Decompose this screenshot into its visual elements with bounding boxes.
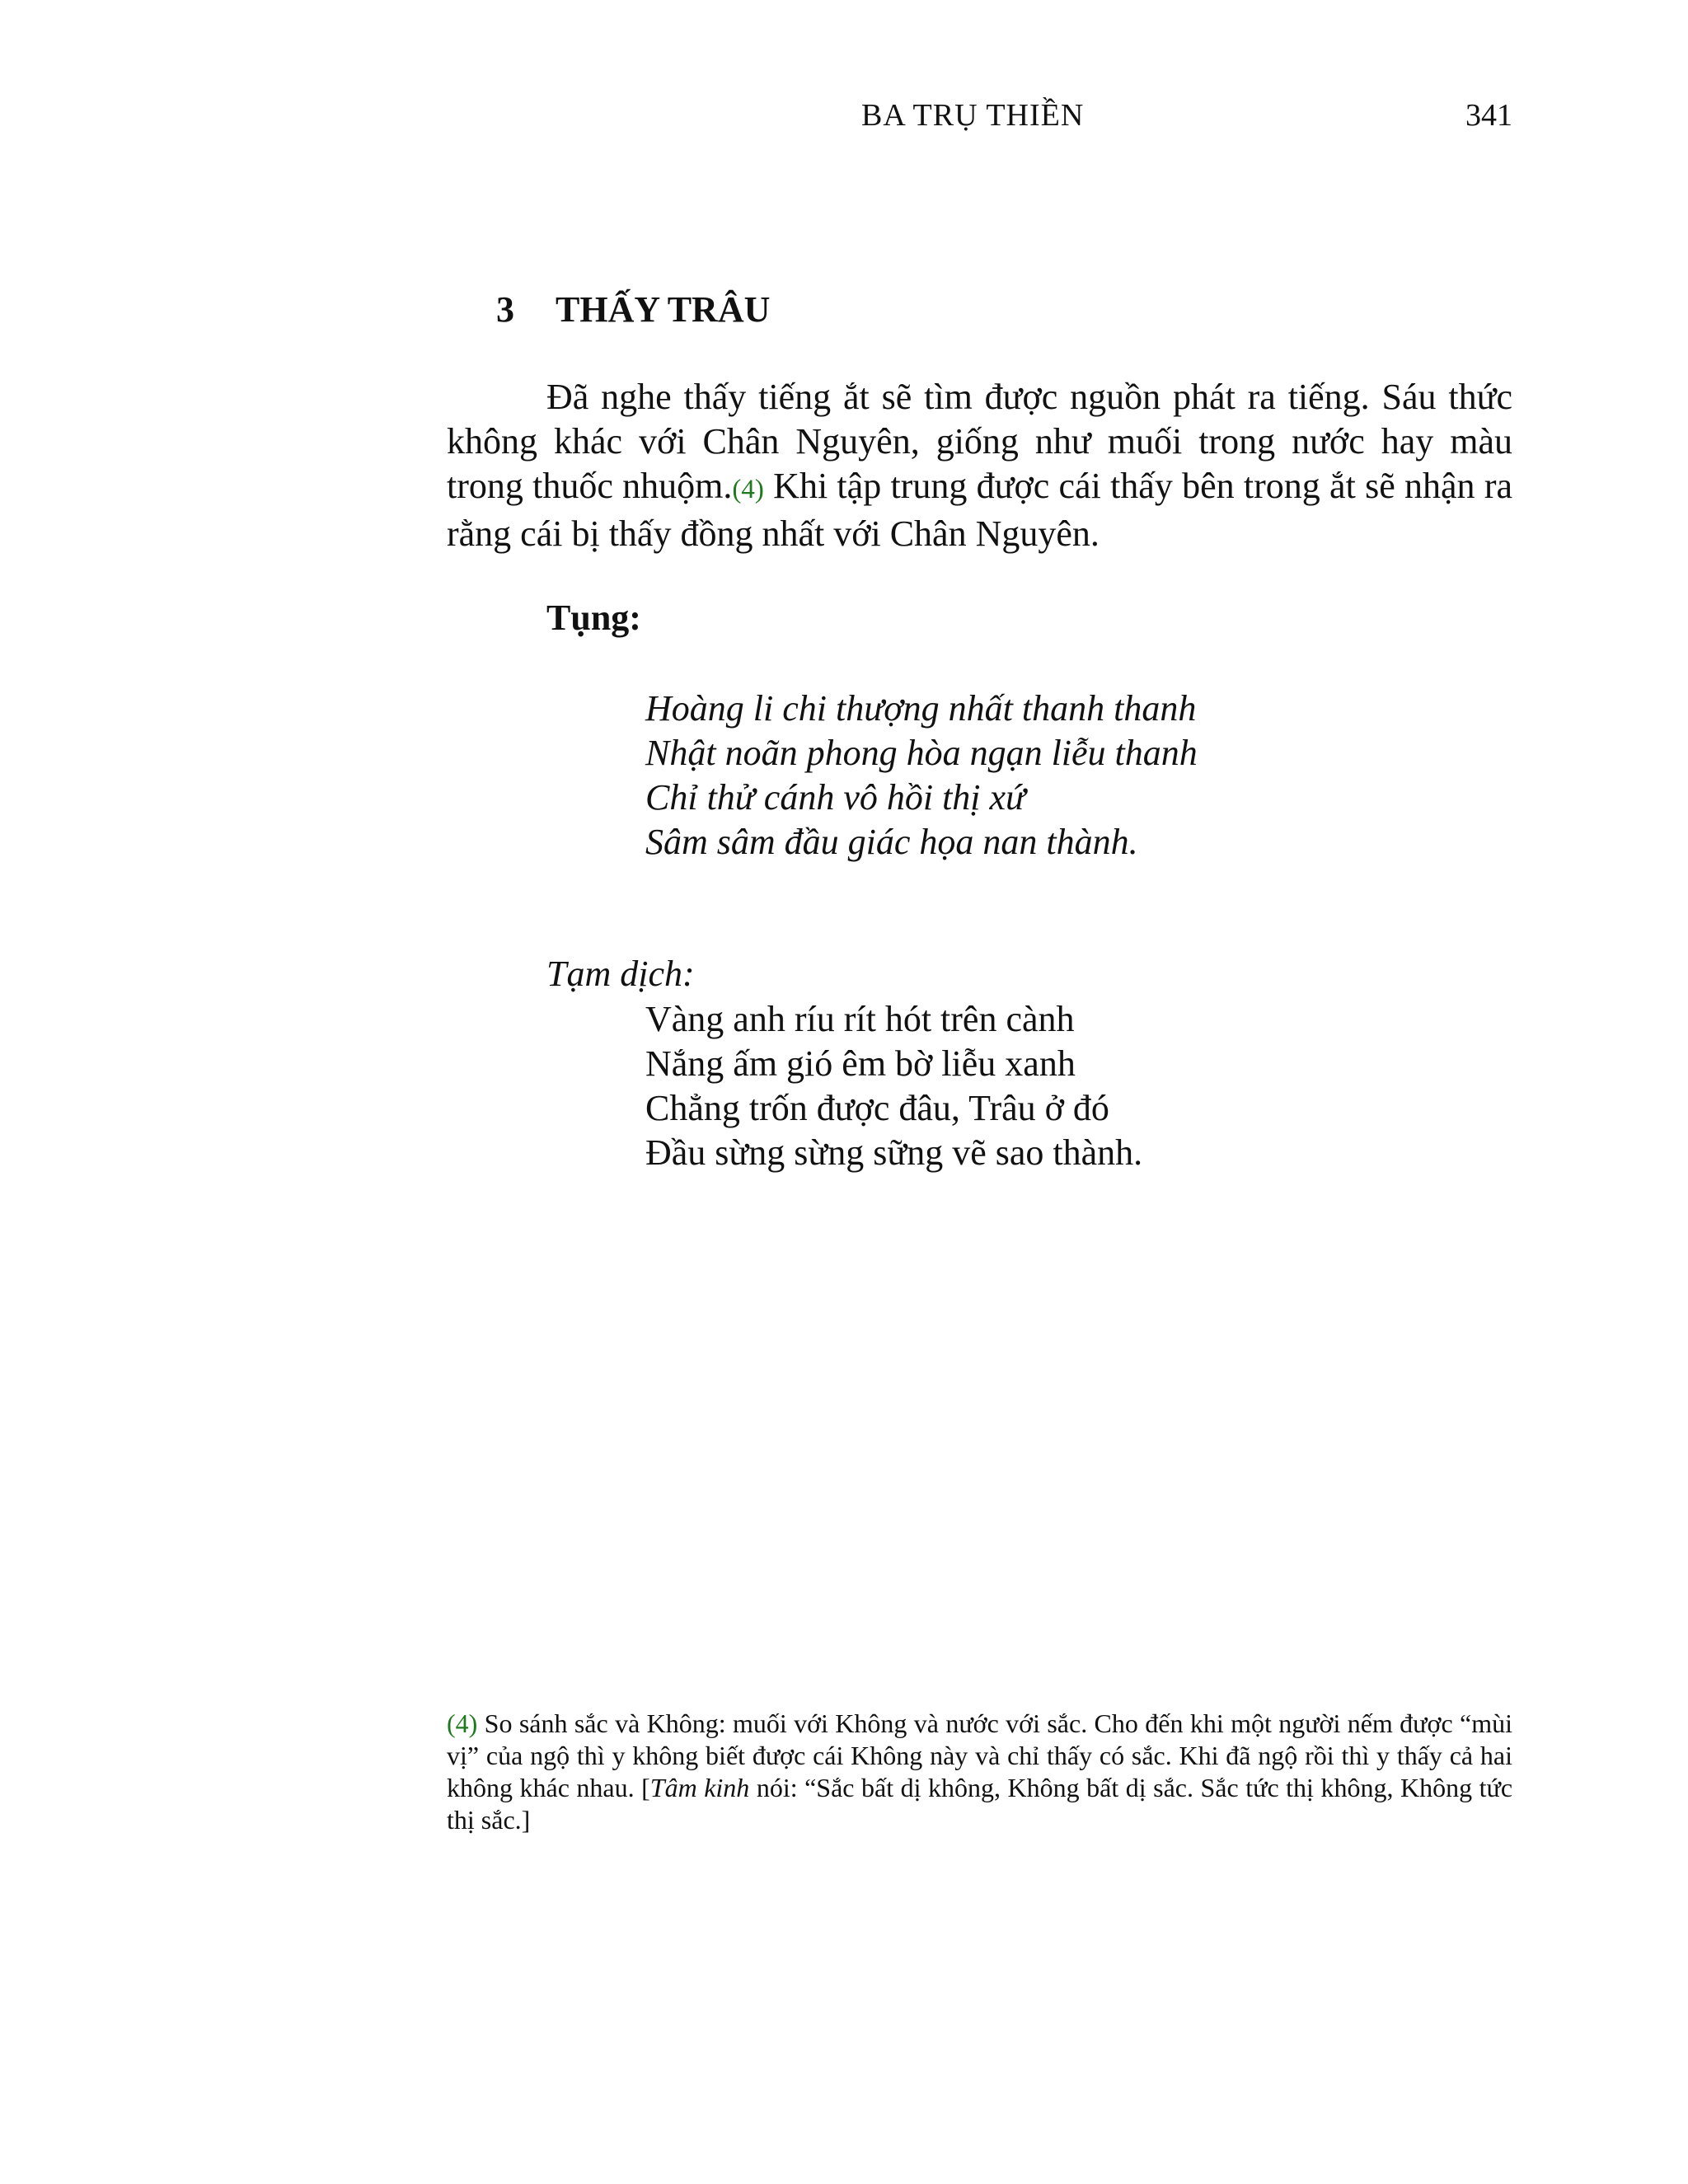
translation-line: Đầu sừng sừng sững vẽ sao thành. <box>645 1132 1143 1173</box>
verse-line: Chỉ thử cánh vô hồi thị xứ <box>645 777 1026 818</box>
verse-line: Sâm sâm đầu giác họa nan thành. <box>645 822 1138 862</box>
translation-line: Nắng ấm gió êm bờ liễu xanh <box>645 1043 1076 1084</box>
paragraph-text-2: Khi tập trung được cái thấy bên trong ắt sẽ nhận ra rằng cái bị thấy đồng nhất với Chân Nguyên. <box>447 466 1512 554</box>
translation-line: Chẳng trốn được đâu, Trâu ở đó <box>645 1088 1109 1128</box>
section-title: THẤY TRÂU <box>556 289 771 330</box>
section-number: 3 <box>496 289 514 330</box>
verse-label: Tụng: <box>546 598 641 638</box>
translation-label: Tạm dịch: <box>546 954 695 994</box>
footnote-reference[interactable]: (4) <box>732 475 764 504</box>
section-heading <box>496 288 770 330</box>
footnote-marker: (4) <box>447 1708 478 1738</box>
page-number: 341 <box>1465 98 1512 133</box>
translation-line: Vàng anh ríu rít hót trên cành <box>645 999 1075 1039</box>
footnote-italic-title: Tâm kinh <box>649 1773 750 1802</box>
paragraph-text-1: Đã nghe thấy tiếng ắt sẽ tìm được nguồn phát ra tiếng. Sáu thức không khác với Chân Nguyên, giống như muối trong nước hay màu trong thuốc nhuộm. <box>447 377 1512 506</box>
running-head: BA TRỤ THIỀN <box>861 98 1085 133</box>
footnote <box>447 1708 1512 1836</box>
verse-translation <box>645 997 1142 1175</box>
verse-line: Nhật noãn phong hòa ngạn liễu thanh <box>645 733 1198 773</box>
body-paragraph <box>447 375 1512 556</box>
footnote-text-1: So sánh sắc và Không: muối với Không và nước với sắc. Cho đến khi một người nếm được “mùi vị” của ngộ thì y không biết được cái Không này và chỉ thấy có sắc. Khi đã ngộ rồi thì y thấy cả hai không khác nhau. [ <box>447 1708 1512 1802</box>
verse-line: Hoàng li chi thượng nhất thanh thanh <box>645 688 1197 729</box>
verse-original <box>645 687 1198 865</box>
footnote-text-2: nói: “Sắc bất dị không, Không bất dị sắc. Sắc tức thị không, Không tức thị sắc.] <box>447 1773 1513 1835</box>
